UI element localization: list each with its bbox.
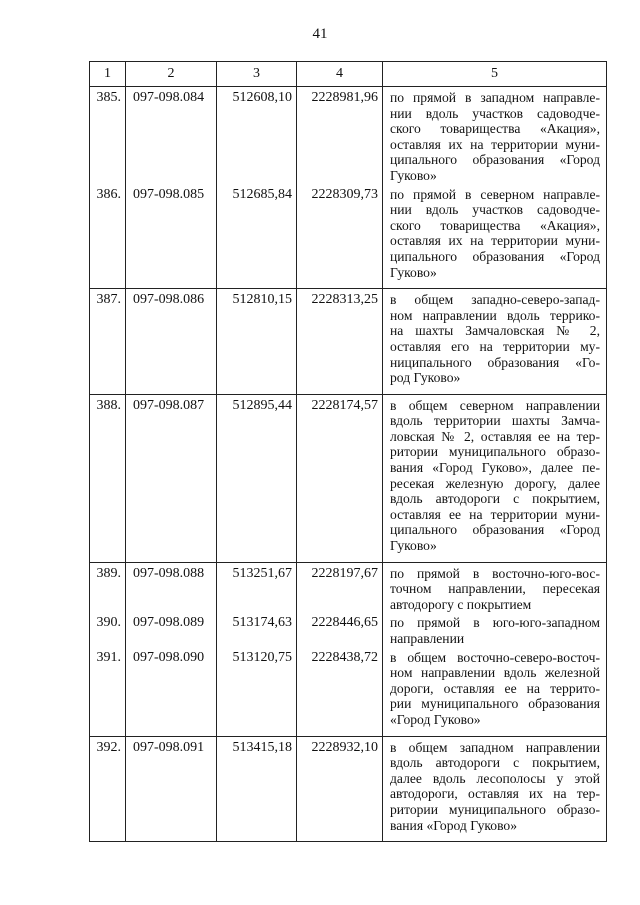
boundary-description (383, 612, 607, 646)
description-line: оставляя их на территории муни- (390, 136, 600, 152)
description-line: в общем западном направлении (390, 739, 600, 755)
table-row (90, 87, 607, 184)
point-number: 392. (90, 736, 126, 842)
table-row (90, 612, 607, 646)
description-line: по прямой в юго-юго-западном (390, 615, 600, 631)
description-line: автодороги, оставляя их на тер- (390, 786, 600, 802)
column-header-5: 5 (383, 62, 607, 87)
description-line: ниципального образования «Го- (390, 354, 600, 370)
page-number: 41 (312, 26, 328, 42)
description-line: «Город Гуково» (390, 711, 481, 727)
column-header-4: 4 (297, 62, 383, 87)
description-line: оставляя их на территории муни- (390, 233, 600, 249)
description-line: ципального образования «Город (390, 522, 600, 538)
description-line: ципального образования «Город (390, 152, 600, 168)
coordinate-x: 513415,18 (217, 736, 297, 842)
point-code: 097-098.089 (126, 612, 217, 646)
table-row (90, 394, 607, 562)
point-code: 097-098.086 (126, 289, 217, 395)
description-line: нии вдоль участков садоводче- (390, 202, 600, 218)
boundary-description (383, 289, 607, 395)
description-line: вдоль автодороги с покрытием, (390, 755, 600, 771)
coordinate-x: 512608,10 (217, 87, 297, 184)
point-number: 385. (90, 87, 126, 184)
description-line: на шахты Замчаловская № 2, (390, 323, 600, 339)
boundary-description (383, 394, 607, 562)
description-line: далее вдоль лесополосы у этой (390, 770, 600, 786)
column-header-3: 3 (217, 62, 297, 87)
description-line: по прямой в восточно-юго-вос- (390, 565, 600, 581)
boundary-table (89, 61, 607, 842)
boundary-description (383, 87, 607, 184)
description-line: ского товарищества «Акация», (390, 217, 600, 233)
coordinate-x: 512810,15 (217, 289, 297, 395)
description-line: нии вдоль участков садоводче- (390, 105, 600, 121)
description-line: Гуково» (390, 167, 437, 183)
description-line: род Гуково» (390, 370, 461, 386)
coordinate-x: 513174,63 (217, 612, 297, 646)
description-line: вдоль автодороги с покрытием, (390, 491, 600, 507)
column-header-1: 1 (90, 62, 126, 87)
coordinate-y: 2228197,67 (297, 562, 383, 612)
point-code: 097-098.088 (126, 562, 217, 612)
description-line: направлении (390, 631, 465, 646)
coordinate-x: 512895,44 (217, 394, 297, 562)
coordinate-y: 2228309,73 (297, 184, 383, 289)
boundary-description (383, 647, 607, 736)
boundary-description (383, 736, 607, 842)
description-line: точном направлении, пересекая (390, 581, 600, 597)
coordinate-x: 513120,75 (217, 647, 297, 736)
table-row (90, 736, 607, 842)
coordinate-y: 2228438,72 (297, 647, 383, 736)
table-row (90, 184, 607, 289)
coordinate-x: 512685,84 (217, 184, 297, 289)
description-line: ритории муниципального образо- (390, 444, 600, 460)
table-body (90, 87, 607, 842)
point-code: 097-098.090 (126, 647, 217, 736)
column-header-2: 2 (126, 62, 217, 87)
description-line: ритории муниципального образо- (390, 801, 600, 817)
table-row (90, 647, 607, 736)
point-code: 097-098.084 (126, 87, 217, 184)
description-line: ресекая железную дорогу, далее (390, 475, 600, 491)
description-line: Гуково» (390, 264, 437, 280)
description-line: автодорогу с покрытием (390, 596, 532, 612)
coordinate-y: 2228932,10 (297, 736, 383, 842)
table-row (90, 562, 607, 612)
coordinate-y: 2228446,65 (297, 612, 383, 646)
boundary-description (383, 562, 607, 612)
description-line: ципального образования «Город (390, 248, 600, 264)
point-number: 388. (90, 394, 126, 562)
point-code: 097-098.087 (126, 394, 217, 562)
description-line: в общем восточно-северо-восточ- (390, 649, 600, 665)
coordinate-y: 2228981,96 (297, 87, 383, 184)
description-line: ловская № 2, оставляя ее на тер- (390, 428, 600, 444)
point-number: 391. (90, 647, 126, 736)
description-line: ского товарищества «Акация», (390, 121, 600, 137)
description-line: вания «Город Гуково» (390, 817, 518, 833)
coordinate-y: 2228174,57 (297, 394, 383, 562)
point-number: 390. (90, 612, 126, 646)
table-row (90, 289, 607, 395)
point-code: 097-098.085 (126, 184, 217, 289)
point-code: 097-098.091 (126, 736, 217, 842)
point-number: 387. (90, 289, 126, 395)
point-number: 389. (90, 562, 126, 612)
description-line: дороги, оставляя ее на террито- (390, 680, 600, 696)
description-line: вания «Город Гуково», далее пе- (390, 460, 600, 476)
description-line: ном направлении вдоль железной (390, 665, 600, 681)
description-line: по прямой в западном направле- (390, 90, 600, 105)
description-line: в общем северном направлении (390, 397, 600, 413)
boundary-description (383, 184, 607, 289)
coordinate-y: 2228313,25 (297, 289, 383, 395)
description-line: Гуково» (390, 538, 437, 554)
description-line: ном направлении вдоль террико- (390, 307, 600, 323)
description-line: рии муниципального образования (390, 696, 600, 712)
coordinate-x: 513251,67 (217, 562, 297, 612)
description-line: оставляя его на территории му- (390, 338, 600, 354)
table-header-row (90, 62, 607, 87)
description-line: оставляя ее на территории муни- (390, 506, 600, 522)
point-number: 386. (90, 184, 126, 289)
description-line: в общем западно-северо-запад- (390, 292, 600, 308)
description-line: по прямой в северном направле- (390, 186, 600, 202)
description-line: вдоль территории шахты Замча- (390, 413, 600, 429)
